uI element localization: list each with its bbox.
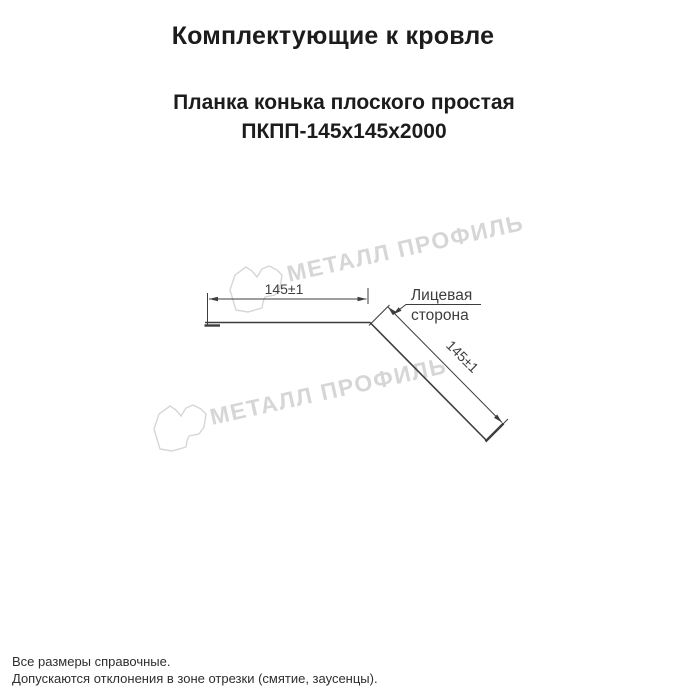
bend-extension-tick (369, 305, 390, 326)
footer-notes (12, 653, 378, 687)
note-dimensions-reference: Все размеры справочные. (12, 654, 171, 669)
note-cutting-deviations: Допускаются отклонения в зоне отрезки (смятие, заусенцы). (12, 671, 378, 686)
profile-end-hem-line (486, 424, 504, 442)
arrow-left-icon (209, 297, 218, 302)
watermark-text-bottom: МЕТАЛЛ ПРОФИЛЬ (207, 352, 450, 430)
arrow-right-icon (358, 297, 367, 302)
top-dimension-label: 145±1 (264, 281, 304, 297)
watermark-bottom (207, 352, 449, 430)
watermark-text-top: МЕТАЛЛ ПРОФИЛЬ (284, 209, 527, 287)
dimension-labels (265, 281, 482, 376)
face-side-label-line2: сторона (411, 307, 469, 324)
cloud-logo-bottom (154, 405, 206, 451)
watermark-top (284, 209, 526, 287)
product-name: Планка конька плоского простая (173, 91, 515, 114)
side-dimension-label: 145±1 (443, 337, 482, 376)
product-code: ПКПП-145х145х2000 (241, 120, 447, 143)
face-side-label-line1: Лицевая (411, 287, 473, 304)
cloud-logo-icon (154, 405, 206, 451)
page-title: Комплектующие к кровле (171, 22, 495, 50)
